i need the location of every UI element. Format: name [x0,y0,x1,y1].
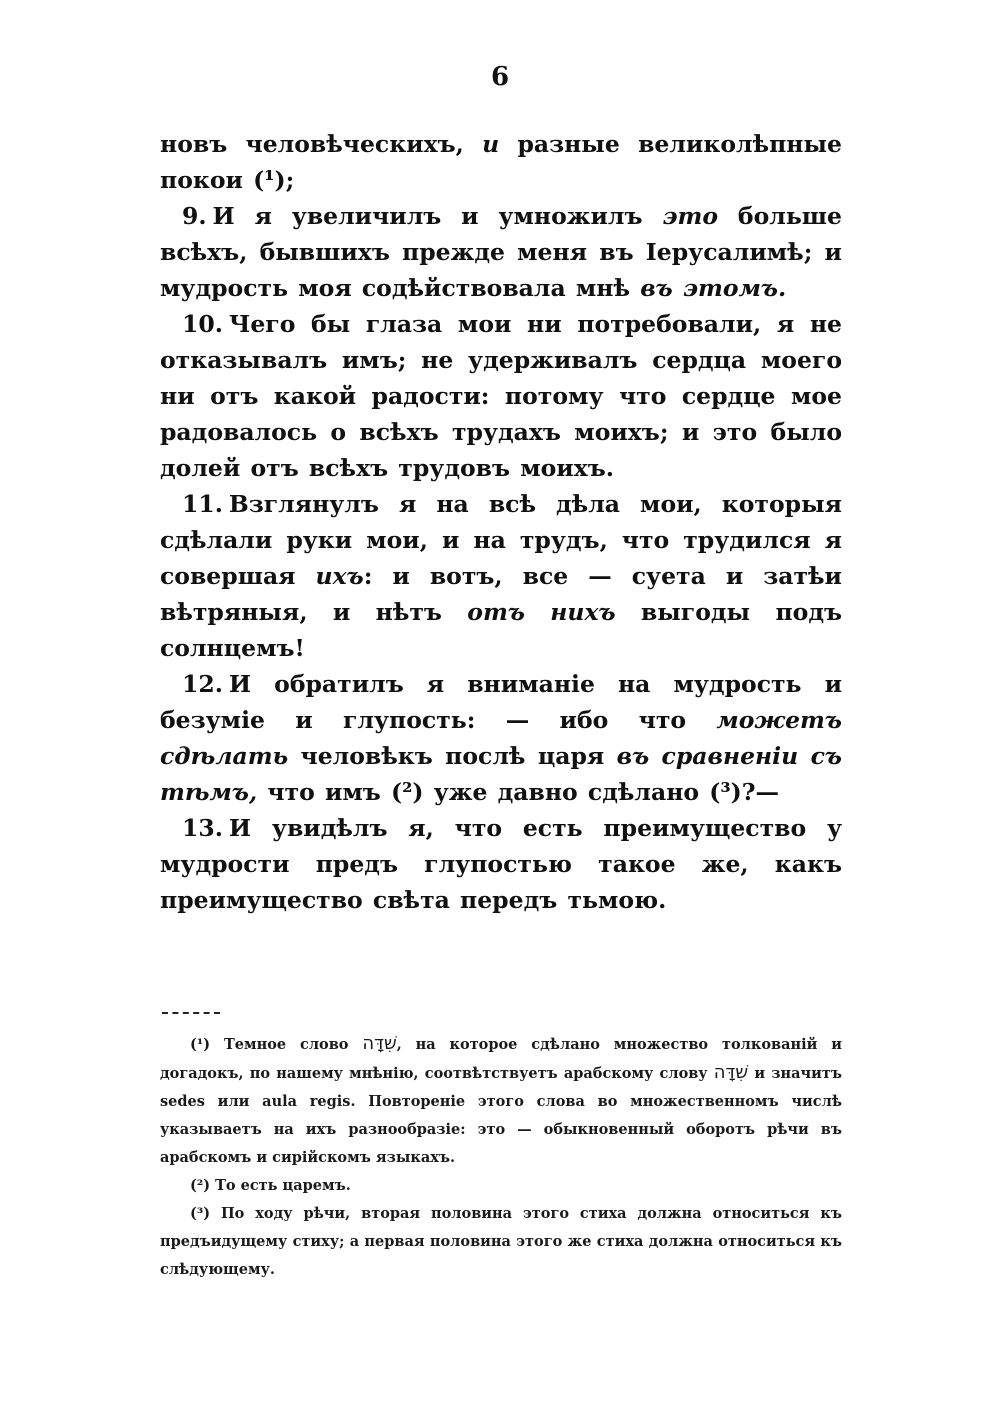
verse-13: 13. И увидѣлъ я, что есть преимущество у мудрости предъ глупостью такое же, какъ преимущество свѣта передъ тьмою. [160,814,842,914]
page-number: 6 [490,62,510,92]
verse-number: 11. [182,490,223,518]
footnote-divider [162,1012,220,1014]
footnote-2: (²) То есть царемъ. [190,1177,351,1194]
verse-number: 9. [182,202,207,230]
verse-9: 9. И я увеличилъ и умножилъ это больше всѣхъ, бывшихъ прежде меня въ Іерусалимѣ; и мудрость моя содѣйствовала мнѣ въ этомъ. [160,202,842,302]
verse-10: 10. Чего бы глаза мои ни потребовали, я не отказывалъ имъ; не удерживалъ сердца моего ни отъ какой радости: потому что сердце мое радовалось о всѣхъ трудахъ моихъ; и это было долей отъ всѣхъ трудовъ моихъ. [160,310,842,482]
verse-12: 12. И обратилъ я вниманіе на мудрость и безуміе и глупость: — ибо что можетъ сдѣлать человѣкъ послѣ царя въ сравненіи съ тѣмъ, что имъ (²) уже давно сдѣлано (³)?— [160,670,842,806]
footnote-3: (³) По ходу рѣчи, вторая половина этого стиха должна относиться къ предъидущему стиху; а первая половина этого же стиха должна относиться къ слѣдующему. [160,1205,842,1278]
main-text [160,126,842,918]
verse-number: 10. [182,310,223,338]
footnotes [160,1030,842,1284]
hebrew-word: שִׁדָּה [362,1033,397,1054]
verse-11: 11. Взглянулъ я на всѣ дѣла мои, которыя сдѣлали руки мои, и на трудъ, что трудился я совершая ихъ: и вотъ, все — суета и затѣи вѣтряныя, и нѣтъ отъ нихъ выгоды подъ солнцемъ! [160,490,843,662]
verse-number: 13. [182,814,223,842]
footnote-1: (¹) Темное слово שִׁדָּה, на которое сдѣлано множество толкованій и догадокъ, по нашему мнѣнію, соотвѣтствуетъ арабскому слову שִׁדָּה и значитъ sedes или aula regis. Повтореніе этого слова во множественномъ числѣ указываетъ на ихъ разнообразіе: это — обыкновенный оборотъ рѣчи въ арабскомъ и сирійскомъ языкахъ. [160,1033,842,1166]
paragraph-continuation: новъ человѣческихъ, и разные великолѣпные покои (¹); [160,130,843,194]
arabic-word: שִׁדָּה [713,1062,749,1083]
verse-number: 12. [182,670,223,698]
